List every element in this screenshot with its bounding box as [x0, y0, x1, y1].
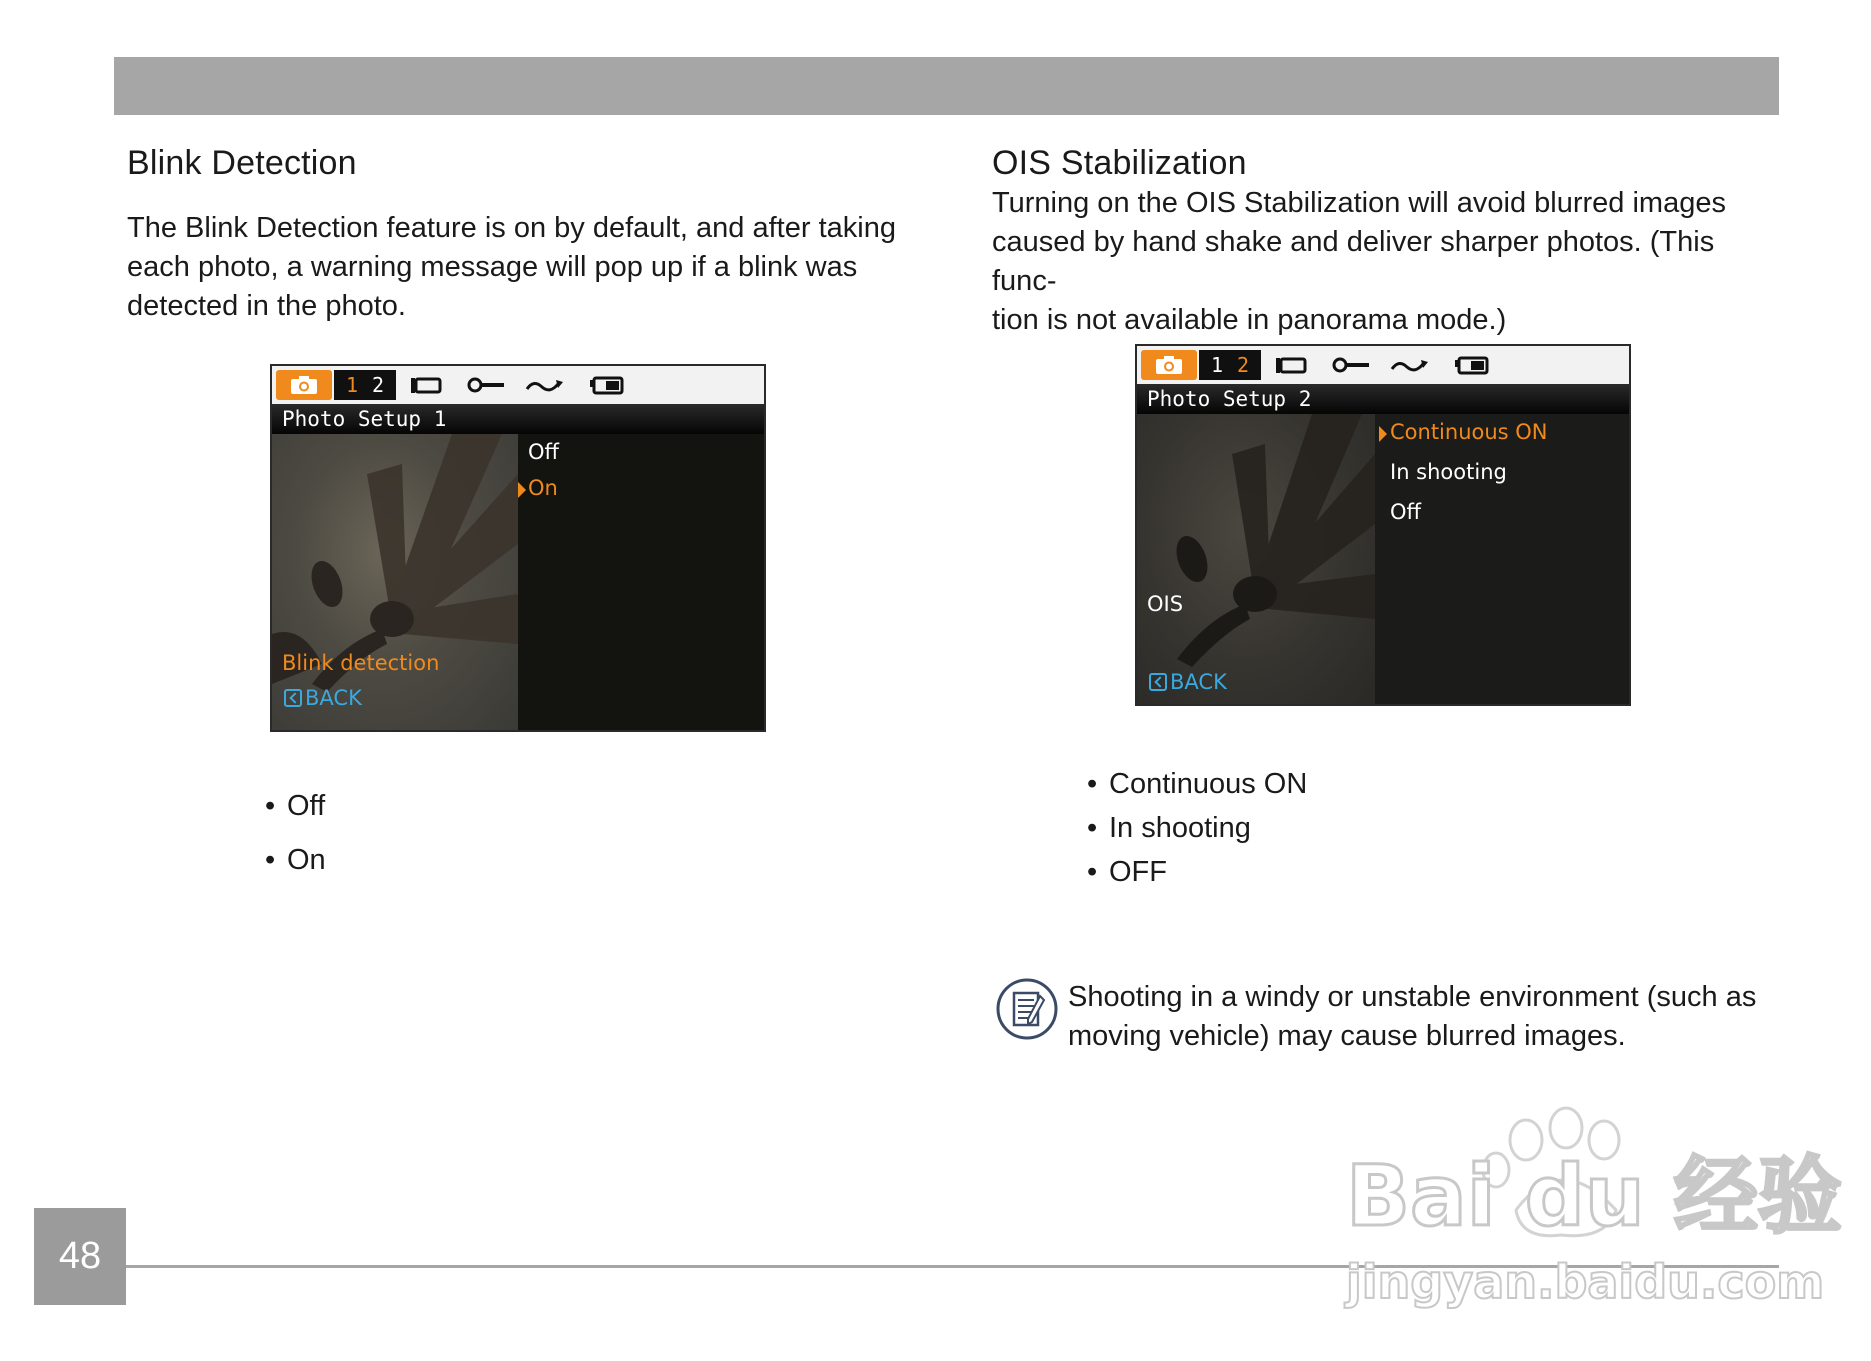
- tab-2[interactable]: 2: [372, 373, 385, 397]
- back-label: BACK: [1170, 670, 1227, 694]
- ois-options-list: [1087, 768, 1307, 889]
- tab-1[interactable]: 1: [1210, 353, 1223, 377]
- camera-tab[interactable]: [1141, 350, 1197, 380]
- note-line: moving vehicle) may cause blurred images.: [1068, 1020, 1626, 1052]
- tab-1[interactable]: 1: [345, 373, 358, 397]
- option-in-shooting[interactable]: In shooting: [1390, 460, 1507, 484]
- back-button[interactable]: [284, 686, 362, 710]
- back-arrow-icon: [284, 689, 302, 707]
- flower-photo-background: [1137, 414, 1375, 704]
- ois-stabilization-description: [992, 184, 1772, 340]
- camera-tab[interactable]: [276, 370, 332, 400]
- back-arrow-icon: [1149, 673, 1167, 691]
- camera-screen-blink: [270, 364, 766, 732]
- description-line: each photo, a warning message will pop up if a blink was: [127, 251, 858, 283]
- screen-title: Photo Setup 1: [272, 404, 764, 434]
- camera-screen-ois: [1135, 344, 1631, 706]
- selection-caret-icon: [518, 482, 526, 498]
- movie-tab[interactable]: [406, 370, 446, 400]
- option-on[interactable]: On: [528, 476, 558, 500]
- watermark-text: Bai du 经验: [1346, 1147, 1842, 1245]
- movie-icon: [409, 375, 443, 395]
- list-item: • OFF: [1087, 856, 1307, 889]
- playback-icon: [524, 375, 566, 395]
- ois-stabilization-title: OIS Stabilization: [992, 144, 1247, 182]
- options-menu: [518, 434, 764, 730]
- option-continuous-on[interactable]: Continuous ON: [1390, 420, 1548, 444]
- tab-2[interactable]: 2: [1237, 353, 1250, 377]
- menu-item-label: Blink detection: [282, 651, 440, 675]
- list-item: • In shooting: [1087, 812, 1307, 845]
- description-line: detected in the photo.: [127, 290, 406, 322]
- camera-icon: [1154, 354, 1184, 376]
- baidu-watermark-logo: [1346, 1100, 1842, 1310]
- menu-item-label: OIS: [1147, 592, 1184, 616]
- tip-note: [1068, 978, 1756, 1056]
- screen-title: Photo Setup 2: [1137, 384, 1629, 414]
- menu-tab-bar: [1137, 346, 1629, 384]
- wrench-icon: [466, 375, 506, 395]
- menu-tab-bar: [272, 366, 764, 404]
- description-line: The Blink Detection feature is on by default, and after taking: [127, 212, 896, 244]
- wrench-icon: [1331, 355, 1371, 375]
- back-label: BACK: [305, 686, 362, 710]
- blink-options-list: [265, 790, 326, 877]
- note-line: Shooting in a windy or unstable environment (such as: [1068, 981, 1757, 1013]
- list-item: • Continuous ON: [1087, 768, 1307, 801]
- camera-icon: [289, 374, 319, 396]
- battery-icon: [1453, 354, 1491, 376]
- battery-tab[interactable]: [586, 370, 628, 400]
- photo-setup-page-tabs[interactable]: [1199, 350, 1261, 380]
- flower-silhouette: [1137, 414, 1375, 704]
- photo-setup-page-tabs[interactable]: [334, 370, 396, 400]
- playback-tab[interactable]: [1387, 350, 1433, 380]
- selection-caret-icon: [1379, 426, 1387, 442]
- blink-detection-title: Blink Detection: [127, 144, 357, 182]
- watermark-url: jingyan.baidu.com: [1346, 1255, 1825, 1309]
- option-off[interactable]: Off: [1390, 500, 1421, 524]
- blink-detection-description: [127, 209, 907, 326]
- movie-tab[interactable]: [1271, 350, 1311, 380]
- header-bar: [114, 57, 1779, 115]
- back-button[interactable]: [1149, 670, 1227, 694]
- option-off[interactable]: Off: [528, 440, 559, 464]
- playback-tab[interactable]: [522, 370, 568, 400]
- playback-icon: [1389, 355, 1431, 375]
- list-item: • Off: [265, 790, 326, 823]
- battery-tab[interactable]: [1451, 350, 1493, 380]
- movie-icon: [1274, 355, 1308, 375]
- settings-tab[interactable]: [1329, 350, 1373, 380]
- settings-tab[interactable]: [464, 370, 508, 400]
- description-line: Turning on the OIS Stabilization will avoid blurred images: [992, 187, 1726, 219]
- options-menu: [1375, 414, 1629, 704]
- description-line: tion is not available in panorama mode.): [992, 304, 1507, 336]
- description-line: caused by hand shake and deliver sharper photos. (This func-: [992, 226, 1715, 297]
- list-item: • On: [265, 844, 326, 877]
- page-number: 48: [34, 1208, 126, 1305]
- battery-icon: [588, 374, 626, 396]
- note-icon: [996, 978, 1058, 1040]
